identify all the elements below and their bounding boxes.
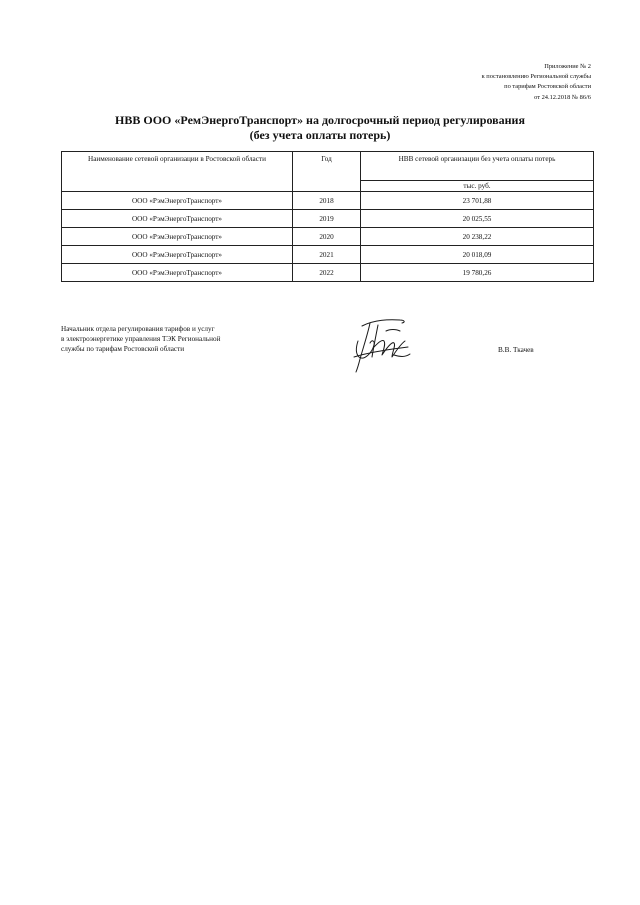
position-line: в электроэнергетике управления ТЭК Региональной (61, 335, 221, 343)
header-year: Год (293, 152, 361, 192)
cell-value: 20 018,09 (361, 246, 594, 264)
title-line-1: НВВ ООО «РемЭнергоТранспорт» на долгосрочный период регулирования (115, 113, 525, 127)
cell-org: ООО «РэмЭнергоТранспорт» (62, 192, 293, 210)
appendix-note (391, 62, 591, 103)
table-row (62, 228, 594, 246)
nvv-table (61, 151, 594, 282)
cell-year: 2019 (293, 210, 361, 228)
cell-year: 2022 (293, 264, 361, 282)
cell-year: 2020 (293, 228, 361, 246)
appendix-line: от 24.12.2018 № 86/6 (534, 93, 591, 101)
cell-org: ООО «РэмЭнергоТранспорт» (62, 246, 293, 264)
cell-org: ООО «РэмЭнергоТранспорт» (62, 228, 293, 246)
header-nvv: НВВ сетевой организации без учета оплаты потерь (361, 152, 594, 181)
position-line: Начальник отдела регулирования тарифов и услуг (61, 325, 215, 333)
header-org: Наименование сетевой организации в Ростовской области (62, 152, 293, 192)
table-row (62, 192, 594, 210)
header-unit: тыс. руб. (361, 181, 594, 192)
table-row (62, 210, 594, 228)
cell-value: 20 025,55 (361, 210, 594, 228)
signatory-position (61, 324, 301, 354)
cell-org: ООО «РэмЭнергоТранспорт» (62, 210, 293, 228)
table-row (62, 264, 594, 282)
cell-value: 23 701,88 (361, 192, 594, 210)
cell-org: ООО «РэмЭнергоТранспорт» (62, 264, 293, 282)
signer-name: В.В. Ткачев (498, 346, 534, 354)
appendix-line: Приложение № 2 (544, 63, 591, 70)
cell-value: 20 238,22 (361, 228, 594, 246)
handwritten-signature (350, 317, 412, 375)
document-title (0, 113, 640, 143)
appendix-line: к постановлению Региональной службы (481, 73, 591, 81)
appendix-line: по тарифам Ростовской области (504, 83, 591, 91)
position-line: службы по тарифам Ростовской области (61, 345, 185, 353)
title-line-2: (без учета оплаты потерь) (249, 128, 391, 142)
table-row (62, 246, 594, 264)
table-header-row (62, 152, 594, 181)
cell-year: 2018 (293, 192, 361, 210)
cell-value: 19 780,26 (361, 264, 594, 282)
cell-year: 2021 (293, 246, 361, 264)
